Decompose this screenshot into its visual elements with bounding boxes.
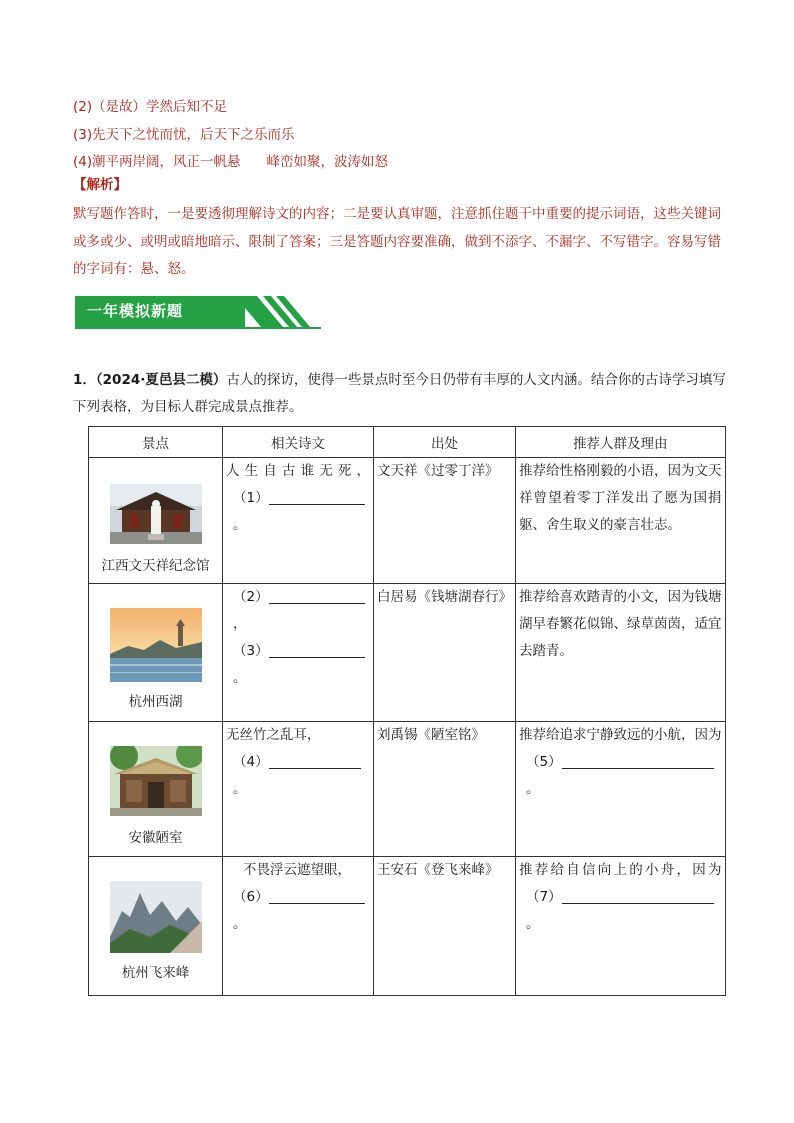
fill-blank-1[interactable] (269, 488, 365, 505)
fill-blank-2[interactable] (269, 587, 365, 604)
place-name: 江西文天祥纪念馆 (101, 558, 210, 574)
answer-number: (4) (73, 154, 93, 170)
blank-number: （5） (526, 754, 562, 770)
place-name: 安徽陋室 (128, 830, 183, 846)
reason-cell (516, 857, 726, 996)
memorial-statue-image (110, 484, 202, 544)
fill-blank-7[interactable] (562, 887, 714, 904)
source-cell: 白居易《钱塘湖春行》 (374, 584, 516, 722)
reason-text: 推荐给自信向上的小舟，因为 (519, 862, 722, 878)
poem-punct: 。 (233, 670, 247, 686)
answer-text: （是故）学然后知不足 (92, 99, 227, 115)
place-name: 杭州西湖 (128, 694, 183, 710)
place-cell (89, 722, 223, 857)
reason-cell: 推荐给性格刚毅的小语，因为文天祥曾望着零丁洋发出了愿为国捐躯、舍生取义的豪言壮志。 (516, 458, 726, 584)
answer-2 (73, 94, 733, 122)
fill-blank-5[interactable] (562, 752, 714, 769)
blank-number: （1） (233, 490, 269, 506)
blank-number: （3） (233, 643, 269, 659)
poem-cell (223, 584, 374, 722)
header-poem: 相关诗文 (223, 427, 374, 458)
poem-punct: ， (233, 616, 247, 632)
answer-number: (3) (73, 126, 93, 143)
place-name: 杭州飞来峰 (121, 965, 190, 981)
fill-blank-3[interactable] (269, 641, 365, 658)
banner-underline (75, 327, 321, 329)
blank-number: （2） (233, 589, 269, 605)
poem-cell (223, 857, 374, 996)
blank-number: （7） (526, 889, 562, 905)
section-banner (75, 296, 321, 330)
section-banner-title: 一年模拟新题 (75, 296, 245, 327)
blank-number: （4） (233, 754, 269, 770)
fill-blank-4[interactable] (269, 752, 361, 769)
poem-line: 无丝竹之乱耳， (226, 727, 321, 743)
answer-text: 先天下之忧而忧，后天下之乐而乐 (92, 126, 295, 143)
header-reason: 推荐人群及理由 (516, 427, 726, 458)
table-row (89, 722, 726, 857)
source-cell: 文天祥《过零丁洋》 (374, 458, 516, 584)
answer-text: 潮平两岸阔，风正一帆悬 (92, 154, 241, 170)
poem-punct: 。 (233, 517, 247, 533)
source-cell: 刘禹锡《陋室铭》 (374, 722, 516, 857)
banner-stripes-icon (235, 296, 325, 327)
poem-punct: 。 (233, 916, 247, 932)
header-place: 景点 (89, 427, 223, 458)
question-text: 古人的探访，使得一些景点时至今日仍带有丰厚的人文内涵。结合你的古诗学习填写下列表格，为目标人群完成景点推荐。 (73, 372, 726, 415)
blank-number: （6） (233, 889, 269, 905)
table-row (89, 458, 726, 584)
recommendation-table (88, 426, 726, 996)
reason-punct: 。 (526, 781, 540, 797)
answer-3 (73, 122, 733, 150)
analysis-title: 【解析】 (73, 177, 127, 193)
feilai-peak-image (110, 881, 202, 953)
analysis-body: 默写题作答时，一是要透彻理解诗文的内容；二是要认真审题，注意抓住题干中重要的提示词语，这些关键词或多或少、或明或暗地暗示、限制了答案；三是答题内容要准确，做到不添字、不漏字、不写错字。容易写错的字词有：悬、怒。 (73, 206, 721, 277)
poem-cell (223, 722, 374, 857)
answer-text-2: 峰峦如聚，波涛如怒 (266, 154, 388, 170)
reason-cell: 推荐给喜欢踏青的小文，因为钱塘湖早春繁花似锦、绿草茵茵，适宜去踏青。 (516, 584, 726, 722)
humble-room-image (110, 746, 202, 816)
poem-line: 不畏浮云遮望眼， (243, 862, 351, 878)
fill-blank-6[interactable] (269, 887, 365, 904)
reason-cell (516, 722, 726, 857)
poem-cell (223, 458, 374, 584)
question-number: 1． (73, 372, 96, 388)
table-row (89, 857, 726, 996)
place-cell (89, 458, 223, 584)
place-cell (89, 857, 223, 996)
answer-4 (73, 149, 733, 177)
reason-text: 推荐给追求宁静致远的小航，因为 (519, 727, 722, 743)
table-row (89, 584, 726, 722)
answer-number: (2) (73, 99, 93, 115)
answer-list (73, 94, 733, 177)
source-cell: 王安石《登飞来峰》 (374, 857, 516, 996)
reason-punct: 。 (526, 916, 540, 932)
table-header-row (89, 427, 726, 458)
header-source: 出处 (374, 427, 516, 458)
question-stem (73, 367, 733, 421)
poem-punct: 。 (233, 781, 247, 797)
question-source: （2024·夏邑县二模） (95, 372, 227, 388)
poem-line: 人生自古谁无死， (226, 463, 370, 479)
west-lake-image (110, 608, 202, 682)
place-cell (89, 584, 223, 722)
